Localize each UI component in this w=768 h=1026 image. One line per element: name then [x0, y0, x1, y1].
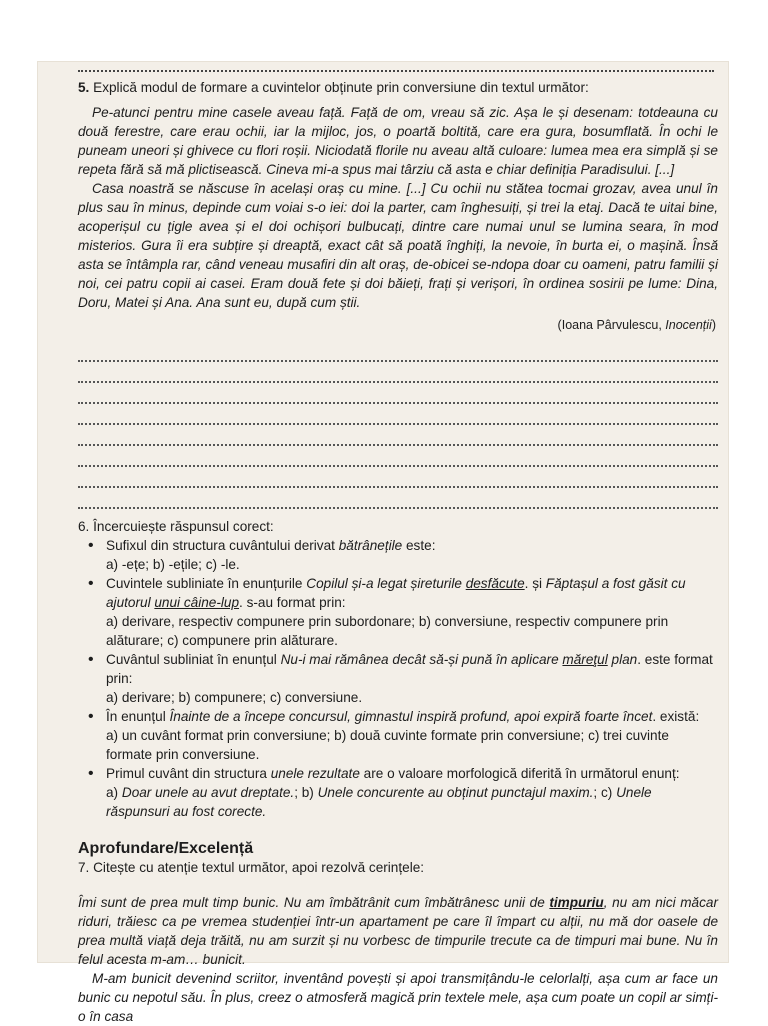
answer-line[interactable]: [78, 362, 718, 383]
answer-lines: [78, 341, 718, 509]
item-sentence: Făptașul a fost găsit cu ajutorul: [106, 576, 686, 610]
question-6-item-2-options[interactable]: a) derivare, respectiv compunere prin subordonare; b) conversiune, respectiv compunere prin alăturare; c) compunere prin alăturare.: [106, 614, 669, 648]
option-label: a): [106, 785, 122, 800]
answer-line[interactable]: [78, 446, 718, 467]
question-6-item-3: [88, 650, 718, 688]
option-label: ; c): [593, 785, 617, 800]
item-text: . există:: [652, 709, 700, 724]
underlined-word: desfăcute: [465, 576, 525, 591]
question-6-item-5: [88, 764, 718, 783]
question-7-passage: [78, 893, 718, 1026]
item-sentence: unele rezultate: [270, 766, 360, 781]
question-5-number: 5.: [78, 80, 90, 95]
dotted-divider: [78, 70, 714, 72]
passage-paragraph-2: Casa noastră se născuse în același oraș cu mine. [...] Cu ochii nu stătea tocmai grozav, avea unul în plus sau în minus, depinde cum voiai s-o iei: doi la parter, cam înghesuiți, și trei la etaj. Dacă te uitai bine, acoperișul cu țigle avea și el doi ochișori bulbucați, dintre care numai unul se lumina seara, în mod misterios. Gura îi era subțire și dreaptă, exact cât să poată înghiți, la nevoie, în burta ei, o mașină. Însă asta se întâmpla rar, când veneau musafiri din alt oraș, de-obicei se-ndopa doar cu oameni, patru familii și noi, cei patru copii ai casei. Eram două fete și doi băieți, frați și verișori, în ordinea sosirii pe lume: Dina, Doru, Matei și Ana. Ana sunt eu, după cum știi.: [78, 181, 718, 310]
answer-line[interactable]: [78, 341, 718, 362]
item-text: . este format prin:: [106, 652, 713, 686]
item-text: Cuvântul subliniat în enunțul: [106, 652, 281, 667]
item-text: În enunțul: [106, 709, 170, 724]
item-text: are o valoare morfologică diferită în următorul enunț:: [359, 766, 680, 781]
question-5-instruction: Explică modul de formare a cuvintelor obținute prin conversiune din textul următor:: [93, 80, 589, 95]
question-6-item-1: [88, 536, 718, 555]
question-6: [78, 517, 718, 821]
item-word: bătrânețile: [338, 538, 403, 553]
question-6-item-3-options[interactable]: a) derivare; b) compunere; c) conversiune.: [106, 690, 363, 705]
option-b[interactable]: Unele concurente au obținut punctajul maxim.: [317, 785, 594, 800]
item-text: Primul cuvânt din structura: [106, 766, 271, 781]
question-6-title: 6. Încercuiește răspunsul corect:: [78, 519, 274, 534]
item-sentence: Copilul și-a legat șireturile: [306, 576, 466, 591]
answer-line[interactable]: [78, 404, 718, 425]
question-5-title: [78, 78, 718, 97]
answer-line[interactable]: [78, 467, 718, 488]
q7-paragraph-1: [78, 893, 718, 969]
answer-line[interactable]: [78, 488, 718, 509]
question-7-title: 7. Citește cu atenție textul următor, apoi rezolvă cerințele:: [78, 860, 425, 875]
item-sentence: plan: [607, 652, 638, 667]
q7-highlighted-word: timpuriu: [549, 895, 604, 910]
question-6-item-4-options[interactable]: a) un cuvânt format prin conversiune; b) două cuvinte formate prin conversiune; c) trei cuvinte formate prin conversiune.: [106, 728, 669, 762]
item-sentence: Nu-i mai rămânea decât să-și pună în aplicare: [280, 652, 563, 667]
question-6-item-2: [88, 574, 718, 612]
item-text: . și: [524, 576, 546, 591]
question-6-item-4: [88, 707, 718, 726]
question-6-item-5-options[interactable]: [106, 783, 718, 821]
passage-source: (Ioana Pârvulescu, Inocenții): [557, 318, 716, 332]
option-a[interactable]: Doar unele au avut dreptate.: [121, 785, 295, 800]
option-c[interactable]: Unele răspunsuri au fost corecte.: [106, 785, 652, 819]
section-heading: Aprofundare/Excelență: [78, 840, 254, 857]
item-text: Cuvintele subliniate în enunțurile: [106, 576, 307, 591]
option-label: ; b): [294, 785, 318, 800]
book-page: [38, 62, 728, 1024]
question-6-item-1-options[interactable]: a) -ețe; b) -ețile; c) -le.: [106, 557, 240, 572]
item-text: Sufixul din structura cuvântului derivat: [106, 538, 339, 553]
question-5-passage: [78, 103, 718, 312]
item-text: este:: [402, 538, 436, 553]
q7-paragraph-2: M-am bunicit devenind scriitor, inventând povești și apoi transmițându-le celorlalți, așa cum ar face un bunic cu nepotul său. În plus, creez o atmosferă magică prin textele mele, așa cum poate un copil ar simți-o în casa: [78, 971, 718, 1024]
passage-paragraph-1: Pe-atunci pentru mine casele aveau față. Față de om, vreau să zic. Așa le și desenam: totdeauna cu două ferestre, care erau ochii, iar la mijloc, jos, o poartă boltită, care era gura, bosumflată. În ochi le puneam uneori și ghivece cu flori roșii. Niciodată florile nu aveau altă culoare: lumea mea era simplă și se repeta fără să mă plictisească. Cineva mi-a spus mai târziu că asta e chiar definiția Paradisului. [...]: [78, 105, 718, 177]
underlined-word: măreţul: [562, 652, 608, 667]
item-text: . s-au format prin:: [239, 595, 346, 610]
page-content: [78, 70, 718, 1026]
work-title: Inocenții: [665, 318, 712, 332]
q7-text: , nu am nici măcar riduri, trăiesc ca pe vremea studenției într-un apartament pe care îl împart cu alții, nu mă dor oasele de prea multă viață deja trăită, nu am surzit și nu vorbesc de timpurile trecute ca de timpuri mai bune. Nu în felul acesta m-am… bunicit.: [78, 895, 718, 967]
underlined-word: unui câine-lup: [154, 595, 240, 610]
q7-text: Îmi sunt de prea mult timp bunic. Nu am îmbătrânit cum îmbătrânesc unii de: [78, 895, 550, 910]
answer-line[interactable]: [78, 425, 718, 446]
author-name: Ioana Pârvulescu: [561, 318, 659, 332]
item-sentence: Înainte de a începe concursul, gimnastul inspiră profund, apoi expiră foarte încet: [169, 709, 653, 724]
answer-line[interactable]: [78, 383, 718, 404]
